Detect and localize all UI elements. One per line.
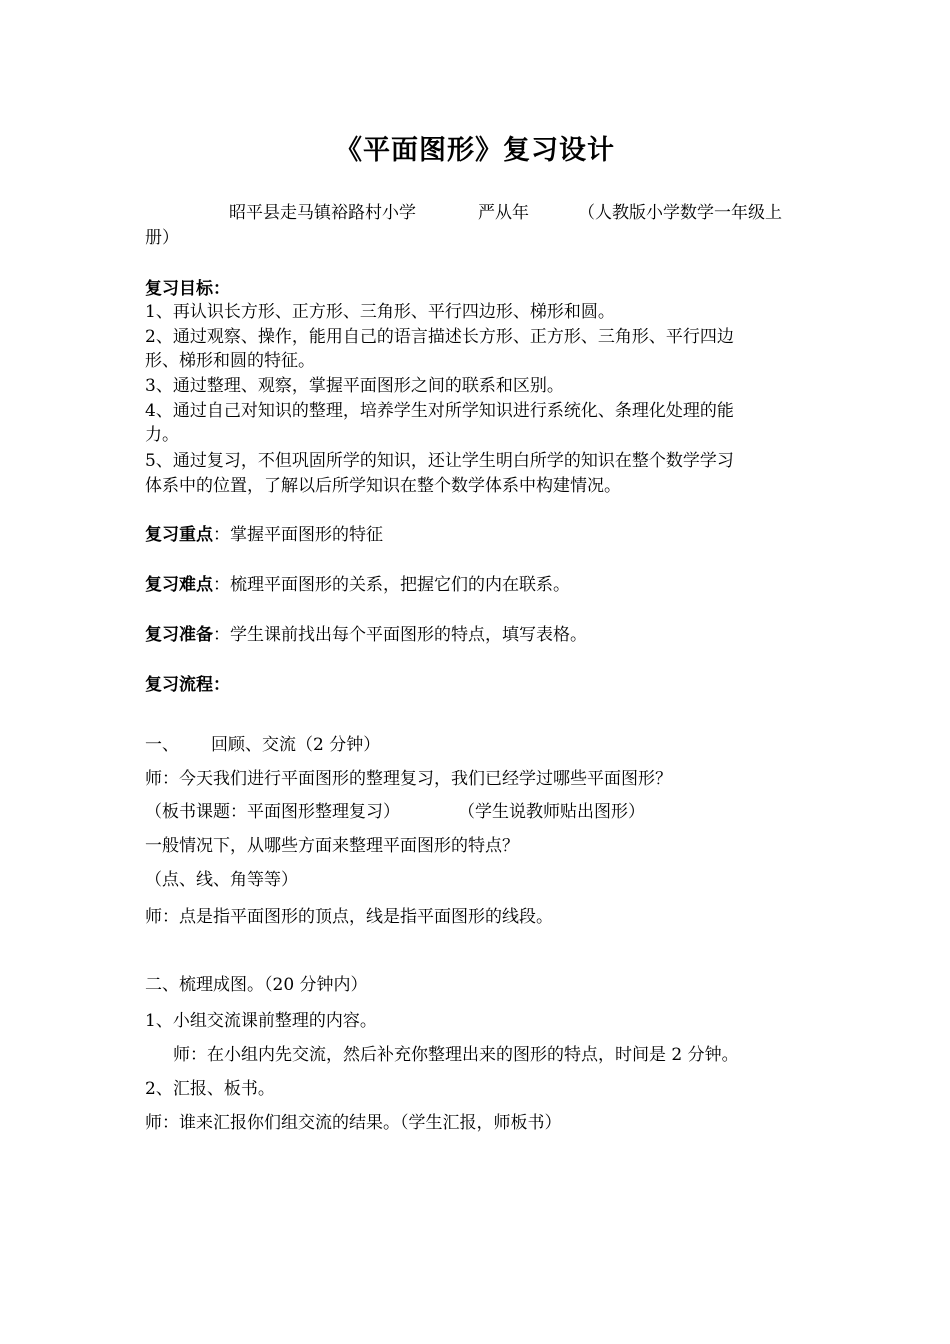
byline-school: 昭平县走马镇裕路村小学: [229, 203, 416, 223]
section2-line: 师：谁来汇报你们组交流的结果。（学生汇报，师板书）: [145, 1113, 562, 1133]
section1-line: （板书课题：平面图形整理复习）: [145, 802, 400, 822]
byline-edition: （人教版小学数学一年级上: [578, 203, 782, 223]
section2-title: 二、梳理成图。（20 分钟内）: [145, 975, 368, 995]
goal-line: 1、再认识长方形、正方形、三角形、平行四边形、梯形和圆。: [145, 302, 615, 322]
goal-line: 5、通过复习，不但巩固所学的知识，还让学生明白所学的知识在整个数学学习: [145, 451, 734, 471]
goal-line: 力。: [145, 425, 179, 445]
key-point-label: 复习重点: [145, 525, 213, 545]
document-title: 《平面图形》复习设计: [335, 135, 615, 166]
key-point-row: [145, 524, 383, 546]
preparation-text: ：学生课前找出每个平面图形的特点，填写表格。: [213, 625, 587, 645]
section2-line: 师：在小组内先交流，然后补充你整理出来的图形的特点，时间是 2 分钟。: [173, 1045, 739, 1065]
section1-number: 一、: [145, 735, 179, 755]
difficulty-label: 复习难点: [145, 575, 213, 595]
preparation-row: [145, 624, 587, 646]
goal-line: 形、梯形和圆的特征。: [145, 351, 315, 371]
section1-line: 师：点是指平面图形的顶点，线是指平面图形的线段。: [145, 907, 553, 927]
section1-line: （点、线、角等等）: [145, 870, 298, 890]
key-point-text: ：掌握平面图形的特征: [213, 525, 383, 545]
section1-line: 师：今天我们进行平面图形的整理复习，我们已经学过哪些平面图形？: [145, 769, 672, 789]
difficulty-row: [145, 574, 570, 596]
section1-line: （学生说教师贴出图形）: [458, 802, 645, 822]
goal-line: 4、通过自己对知识的整理，培养学生对所学知识进行系统化、条理化处理的能: [145, 401, 734, 421]
section1-line: 一般情况下，从哪些方面来整理平面图形的特点？: [145, 836, 519, 856]
byline-author: 严从年: [478, 203, 529, 223]
section1-title: 回顾、交流（2 分钟）: [211, 735, 381, 755]
goals-heading: 复习目标：: [145, 279, 230, 299]
goal-line: 体系中的位置，了解以后所学知识在整个数学体系中构建情况。: [145, 476, 621, 496]
goal-line: 2、通过观察、操作，能用自己的语言描述长方形、正方形、三角形、平行四边: [145, 327, 734, 347]
process-heading: 复习流程：: [145, 675, 230, 695]
difficulty-text: ：梳理平面图形的关系，把握它们的内在联系。: [213, 575, 570, 595]
preparation-label: 复习准备: [145, 625, 213, 645]
section2-line: 1、小组交流课前整理的内容。: [145, 1011, 377, 1031]
goal-line: 3、通过整理、观察，掌握平面图形之间的联系和区别。: [145, 376, 564, 396]
section2-line: 2、汇报、板书。: [145, 1079, 275, 1099]
byline-edition-cont: 册）: [145, 228, 179, 248]
